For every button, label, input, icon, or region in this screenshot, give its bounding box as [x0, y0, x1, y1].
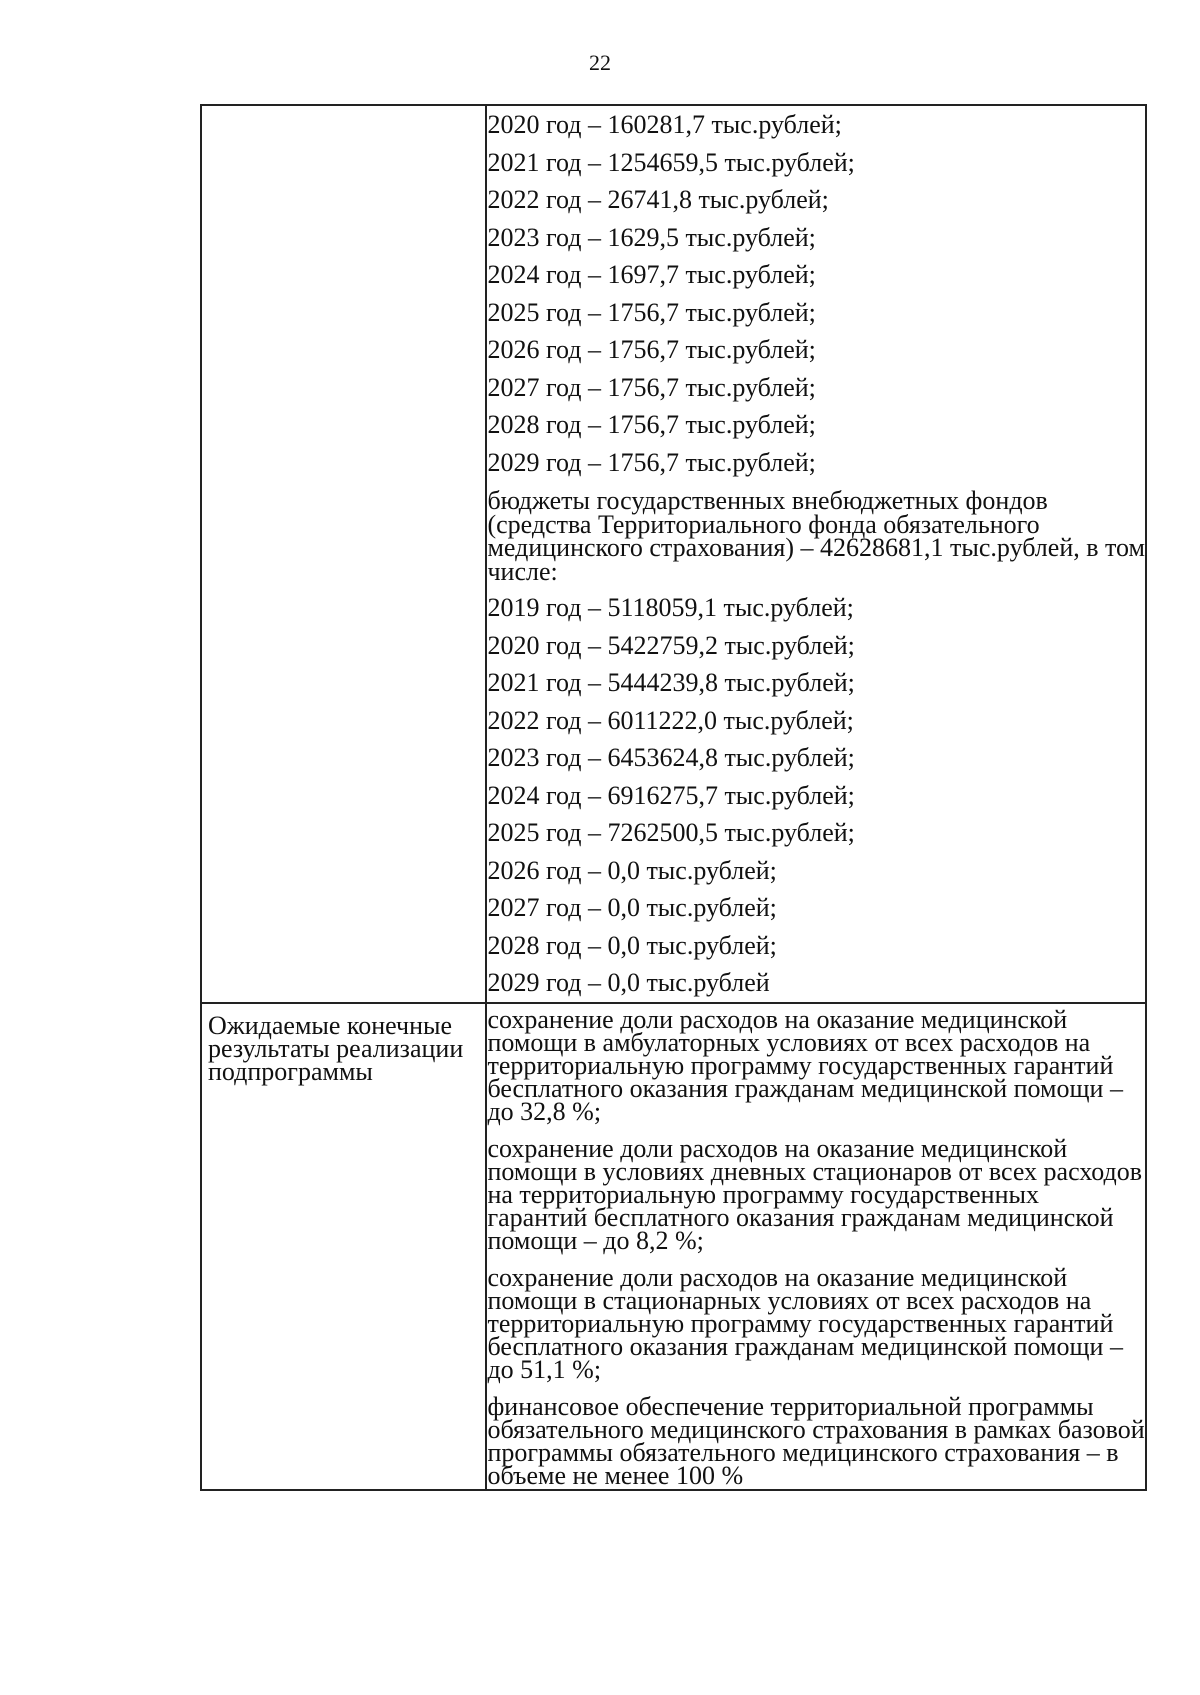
funding-year-line: 2022 год – 26741,8 тыс.рублей;	[487, 185, 829, 214]
funding-year-line: 2025 год – 1756,7 тыс.рублей;	[487, 297, 816, 327]
funds-year-line: 2028 год – 0,0 тыс.рублей;	[487, 930, 777, 960]
funds-year-line: 2023 год – 6453624,8 тыс.рублей;	[487, 743, 855, 772]
funds-year-line: 2025 год – 7262500,5 тыс.рублей;	[487, 818, 855, 847]
result-item: сохранение доли расходов на оказание медицинской помощи в стационарных условиях от всех расходов на территориальную программу государственных гарантий бесплатного оказания гражданам медицинской помощи – до 51,1 %;	[487, 1262, 1123, 1384]
result-item: сохранение доли расходов на оказание медицинской помощи в условиях дневных стационаров от всех расходов на территориальную программу государственных гарантий бесплатного оказания гражданам медицинской помощи – до 8,2 %;	[487, 1133, 1143, 1255]
result-item: сохранение доли расходов на оказание медицинской помощи в амбулаторных условиях от всех расходов на территориальную программу государственных гарантий бесплатного оказания гражданам медицинской помощи – до 32,8 %;	[487, 1004, 1123, 1126]
funds-year-line: 2021 год – 5444239,8 тыс.рублей;	[487, 668, 855, 697]
funding-year-line: 2027 год – 1756,7 тыс.рублей;	[487, 372, 816, 402]
results-values-cell	[486, 1003, 1146, 1490]
funding-year-line: 2029 год – 1756,7 тыс.рублей;	[487, 447, 816, 477]
funding-label-cell	[201, 105, 486, 1003]
page-number: 22	[589, 50, 611, 75]
funding-year-line: 2026 год – 1756,7 тыс.рублей;	[487, 335, 816, 364]
funding-values-cell	[486, 105, 1146, 1003]
passport-table	[200, 104, 1147, 1491]
funds-year-line: 2026 год – 0,0 тыс.рублей;	[487, 855, 777, 885]
funds-year-line: 2020 год – 5422759,2 тыс.рублей;	[487, 630, 855, 660]
funding-year-line: 2020 год – 160281,7 тыс.рублей;	[487, 110, 842, 139]
funding-year-line: 2021 год – 1254659,5 тыс.рублей;	[487, 147, 855, 177]
funds-year-line: 2024 год – 6916275,7 тыс.рублей;	[487, 780, 855, 810]
result-item: финансовое обеспечение территориальной программы обязательного медицинского страхования в рамках базовой программы обязательного медицинского страхования – в объеме не менее 100 %	[487, 1391, 1145, 1490]
results-label-cell	[201, 1003, 486, 1490]
results-label: Ожидаемые конечные результаты реализации подпрограммы	[208, 1010, 464, 1086]
funds-year-line: 2019 год – 5118059,1 тыс.рублей;	[487, 593, 854, 622]
results-row	[201, 1003, 1146, 1490]
funding-year-line: 2028 год – 1756,7 тыс.рублей;	[487, 410, 816, 439]
funding-year-line: 2024 год – 1697,7 тыс.рублей;	[487, 260, 816, 289]
extrabudgetary-funds-intro: бюджеты государственных внебюджетных фондов (средства Территориального фонда обязательного медицинского страхования) – 42628681,1 тыс.рублей, в том числе:	[487, 486, 1145, 586]
funds-year-line: 2027 год – 0,0 тыс.рублей;	[487, 893, 777, 922]
funds-year-line: 2029 год – 0,0 тыс.рублей	[487, 968, 770, 997]
funding-year-line: 2023 год – 1629,5 тыс.рублей;	[487, 222, 816, 252]
funding-row	[201, 105, 1146, 1003]
funds-year-line: 2022 год – 6011222,0 тыс.рублей;	[487, 705, 854, 735]
